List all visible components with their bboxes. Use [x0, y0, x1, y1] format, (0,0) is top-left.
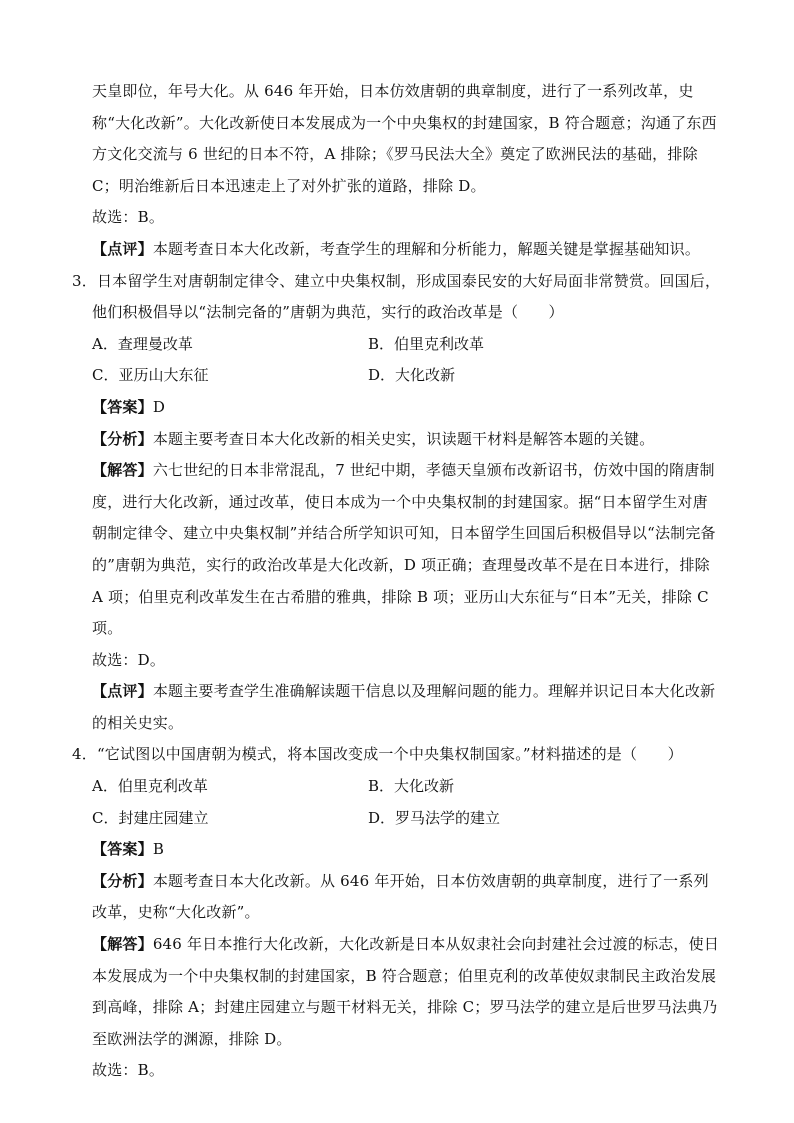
- q4-result: 故选：B。: [92, 1061, 165, 1080]
- q2-result: 故选：B。: [92, 208, 165, 227]
- q4-jieda-tag: 【解答】: [92, 935, 153, 954]
- q4-fenxi: [92, 866, 722, 929]
- q4-answer-text: B: [152, 840, 165, 859]
- q3-fenxi-text: 本题主要考查日本大化改新的相关史实，识读题干材料是解答本题的关键。: [152, 429, 655, 448]
- q3-fenxi: [92, 424, 722, 456]
- document-content: [72, 76, 722, 1087]
- q4-fenxi-tag: 【分析】: [92, 871, 153, 890]
- q3-options-ab-right: B．伯里克利改革: [368, 334, 485, 353]
- q2-jieda-continued: 天皇即位，年号大化。从 646 年开始，日本仿效唐朝的典章制度，进行了一系列改革，史称“大化改新”。大化改新使日本发展成为一个中央集权的封建国家，B 符合题意；沟通了东西方文化交流与 6 世纪的日本不符，A 排除；《罗马民法大全》奠定了欧洲民法的基础，排除 C；明治维新后日本迅速走上了对外扩张的道路，排除 D。: [92, 82, 717, 195]
- q3-options-cd-left: C．亚历山大东征: [92, 366, 209, 385]
- q4-answer: [92, 834, 722, 866]
- q4-fenxi-text: 本题考查日本大化改新。从 646 年开始，日本仿效唐朝的典章制度，进行了一系列改革，史称“大化改新”。: [92, 871, 709, 922]
- q4-options-cd: [92, 803, 722, 835]
- q3-options-ab: [92, 329, 722, 361]
- q3-jieda: [92, 455, 722, 645]
- q4-stem: 4．“它试图以中国唐朝为模式，将本国改变成一个中央集权制国家。”材料描述的是（ ）: [72, 745, 683, 764]
- q3-options-cd: [92, 360, 722, 392]
- q3-answer: [92, 392, 722, 424]
- q3-dianping: [92, 676, 722, 739]
- q4-options-ab-left: A．伯里克利改革: [92, 777, 208, 796]
- q3-answer-tag: 【答案】: [92, 397, 153, 416]
- q3-jieda-text: 六七世纪的日本非常混乱，7 世纪中期，孝德天皇颁布改新诏书，仿效中国的隋唐制度，进行大化改新，通过改革，使日本成为一个中央集权制的封建国家。据“日本留学生对唐朝制定律令、建立中央集权制”并结合所学知识可知，日本留学生回国后积极倡导以“法制完备的”唐朝为典范，实行的政治改革是大化改新，D 项正确；查理曼改革不是在日本进行，排除 A 项；伯里克利改革发生在古希腊的雅典，排除 B 项；亚历山大东征与“日本”无关，排除 C 项。: [92, 461, 716, 638]
- q3-answer-text: D: [152, 397, 166, 416]
- q2-dianping-text: 本题考查日本大化改新，考查学生的理解和分析能力，解题关键是掌握基础知识。: [152, 239, 701, 258]
- q4-options-cd-left: C．封建庄园建立: [92, 808, 209, 827]
- q3-result: 故选：D。: [92, 650, 166, 669]
- q4-options-ab-right: B．大化改新: [368, 777, 455, 796]
- q3-jieda-tag: 【解答】: [92, 461, 153, 480]
- q4-options-cd-right: D．罗马法学的建立: [368, 808, 501, 827]
- q3-stem: 3．日本留学生对唐朝制定律令、建立中央集权制，形成国泰民安的大好局面非常赞赏。回国后，他们积极倡导以“法制完备的”唐朝为典范，实行的政治改革是（ ）: [72, 271, 721, 322]
- q4-options-ab: [92, 771, 722, 803]
- q3-fenxi-tag: 【分析】: [92, 429, 153, 448]
- q4-answer-tag: 【答案】: [92, 840, 153, 859]
- q4-jieda: [92, 929, 722, 1055]
- q3-dianping-text: 本题主要考查学生准确解读题干信息以及理解问题的能力。理解并识记日本大化改新的相关史实。: [92, 682, 716, 732]
- q3-options-cd-right: D．大化改新: [368, 366, 456, 385]
- q3-options-ab-left: A．查理曼改革: [92, 334, 193, 353]
- q2-dianping-tag: 【点评】: [92, 239, 153, 258]
- q2-dianping: [92, 234, 722, 266]
- q3-dianping-tag: 【点评】: [92, 682, 153, 701]
- q4-jieda-text: 646 年日本推行大化改新，大化改新是日本从奴隶社会向封建社会过渡的标志，使日本发展成为一个中央集权制的封建国家，B 符合题意；伯里克利的改革使奴隶制民主政治发展到高峰，排除 A；封建庄园建立与题干材料无关，排除 C；罗马法学的建立是后世罗马法典乃至欧洲法学的渊源，排除 D。: [92, 935, 720, 1048]
